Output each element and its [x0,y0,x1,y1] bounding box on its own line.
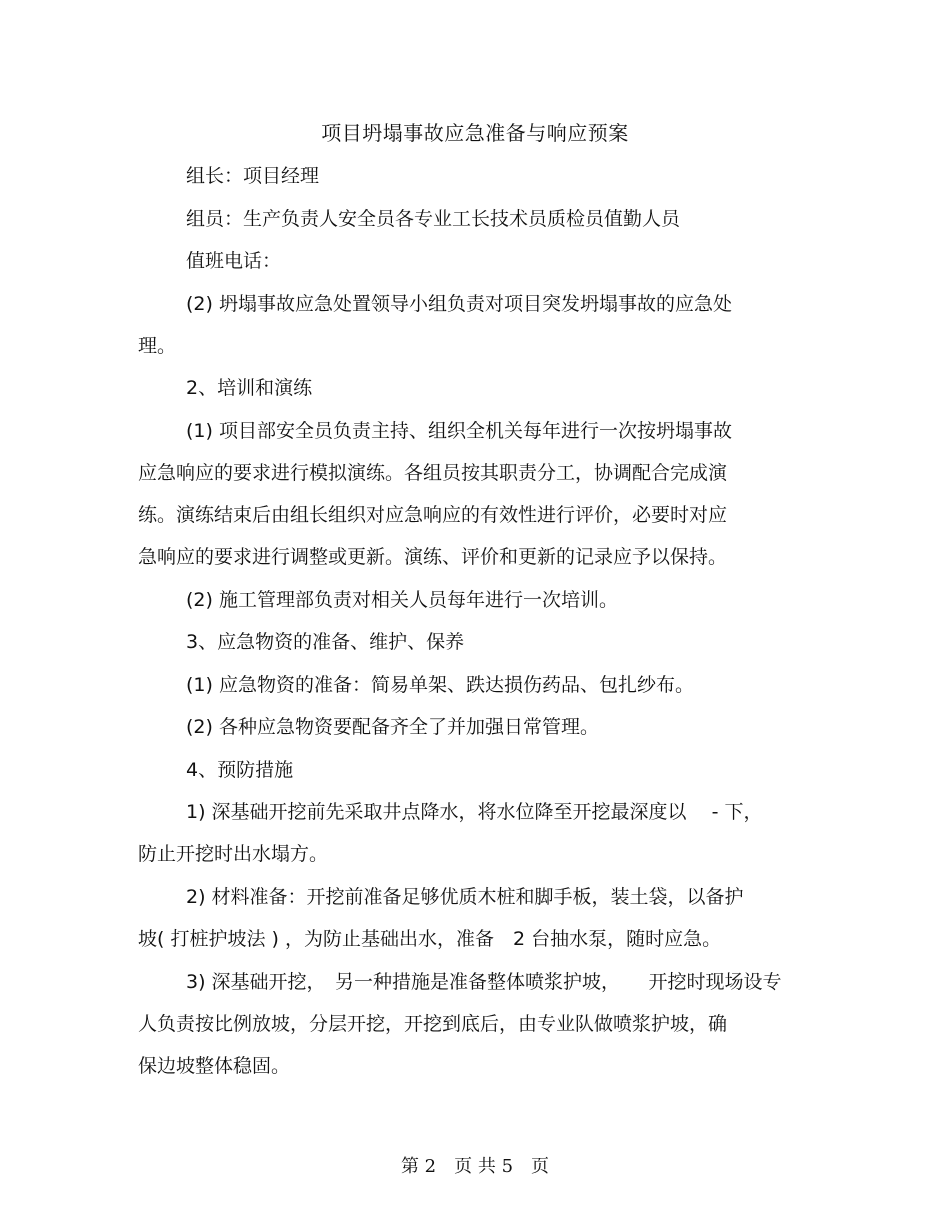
text-line: 1) 深基础开挖前先采取井点降水，将水位降至开挖最深度以 - 下， [186,801,763,823]
text-line: 练。演练结束后由组长组织对应急响应的有效性进行评价，必要时对应 [138,504,728,526]
text-line: (1) 应急物资的准备：简易单架、跌达损伤药品、包扎纱布。 [186,674,694,696]
page-footer: 第 2 页 共 5 页 [400,1156,550,1177]
text-line: 防止开挖时出水塌方。 [138,843,329,865]
text-line: 人负责按比例放坡，分层开挖，开挖到底后，由专业队做喷浆护坡，确 [138,1013,728,1035]
text-line: (2) 坍塌事故应急处置领导小组负责对项目突发坍塌事故的应急处 [186,293,732,315]
text-line: 组员：生产负责人安全员各专业工长技术员质检员值勤人员 [186,208,681,230]
text-line: 保边坡整体稳固。 [138,1055,291,1077]
text-line: (2) 各种应急物资要配备齐全了并加强日常管理。 [186,716,599,738]
text-line: 3) 深基础开挖， 另一种措施是准备整体喷浆护坡， 开挖时现场设专 [186,971,782,993]
text-line: 组长：项目经理 [186,165,320,187]
text-line: 值班电话： [186,250,282,272]
text-line: 理。 [138,335,177,357]
text-line: 坡( 打桩护坡法 ) ，为防止基础出水，准备 2 台抽水泵，随时应急。 [138,928,722,950]
document-title: 项目坍塌事故应急准备与响应预案 [321,121,629,145]
text-line: 2、培训和演练 [186,377,313,399]
text-line: 急响应的要求进行调整或更新。演练、评价和更新的记录应予以保持。 [138,546,728,568]
text-line: 2) 材料准备：开挖前准备足够优质木桩和脚手板，装土袋，以备护 [186,886,744,908]
text-line: (1) 项目部安全员负责主持、组织全机关每年进行一次按坍塌事故 [186,420,732,442]
text-line: 4、预防措施 [186,759,294,781]
text-line: 应急响应的要求进行模拟演练。各组员按其职责分工，协调配合完成演 [138,462,728,484]
text-line: (2) 施工管理部负责对相关人员每年进行一次培训。 [186,589,618,611]
text-line: 3、应急物资的准备、维护、保养 [186,631,465,653]
